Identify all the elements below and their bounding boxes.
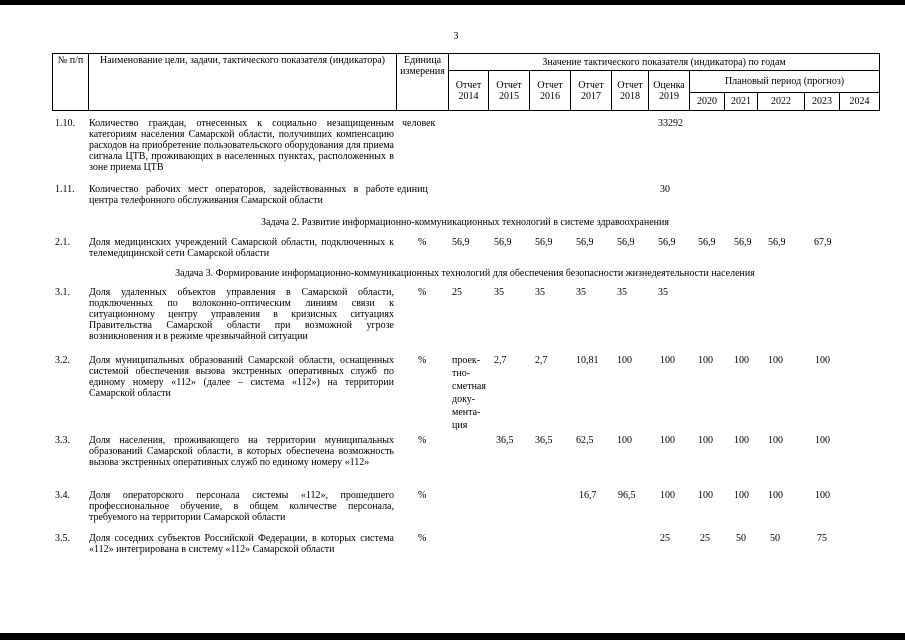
row-name: Доля операторского персонала системы «112», прошедшего профессиональное обучение, в общем количестве персонала, требуемого на территории Самарской области xyxy=(89,490,394,523)
row-value-text xyxy=(452,354,492,432)
row-value: 30 xyxy=(660,184,670,195)
row-value: 100 xyxy=(734,490,749,501)
row-value: 36,5 xyxy=(535,435,553,446)
row-name: Доля муниципальных образований Самарской области, оснащенных системой обеспечения вызова экстренных оперативных служб по единому номеру «112» (далее – система «112») на территории Самарской области xyxy=(89,355,394,399)
row-value: 100 xyxy=(734,435,749,446)
row-value: 56,9 xyxy=(768,237,786,248)
row-name: Количество граждан, отнесенных к социально незащищенным категориям населения Самарской области, получивших компенсацию расходов на приобретение пользовательского оборудования для приема сигнала ЦТВ, проживающих в населенных пунктах, расположенных в зоне приема ЦТВ xyxy=(89,118,394,173)
row-value: 2,7 xyxy=(494,355,507,366)
row-value: 35 xyxy=(494,287,504,298)
row-value: 35 xyxy=(576,287,586,298)
header-plan-year: 2020 xyxy=(690,93,725,111)
header-report-col: Отчет 2018 xyxy=(612,71,649,111)
row-value: 56,9 xyxy=(698,237,716,248)
row-value: 56,9 xyxy=(734,237,752,248)
header-unit: Единица измерения xyxy=(397,54,449,111)
header-plan-year: 2021 xyxy=(725,93,758,111)
task-heading: Задача 3. Формирование информационно-коммуникационных технологий для обеспечения безопасности жизнедеятельности населения xyxy=(175,268,755,279)
row-unit: % xyxy=(418,287,427,298)
task-heading: Задача 2. Развитие информационно-коммуникационных технологий в системе здравоохранения xyxy=(261,217,669,228)
row-value: 56,9 xyxy=(452,237,470,248)
row-value: 100 xyxy=(768,435,783,446)
proj-line: ция xyxy=(452,420,468,431)
proj-line: доку- xyxy=(452,394,476,405)
proj-line: мента- xyxy=(452,407,481,418)
row-unit: единиц xyxy=(397,184,428,195)
row-value: 50 xyxy=(736,533,746,544)
row-value: 10,81 xyxy=(576,355,599,366)
header-report-col: Отчет 2015 xyxy=(489,71,530,111)
header-report-col: Отчет 2017 xyxy=(571,71,612,111)
proj-line: тно- xyxy=(452,368,471,379)
header-plan-title: Плановый период (прогноз) xyxy=(690,71,880,93)
row-value: 75 xyxy=(817,533,827,544)
row-value: 56,9 xyxy=(494,237,512,248)
row-value: 56,9 xyxy=(658,237,676,248)
header-estimate-col: Оценка 2019 xyxy=(649,71,690,111)
row-name: Доля населения, проживающего на территории муниципальных образований Самарской области, в которых обеспечена возможность вызова экстренных оперативных служб по единому номеру «112» xyxy=(89,435,394,468)
row-value: 100 xyxy=(698,355,713,366)
proj-line: проек- xyxy=(452,355,481,366)
row-unit: % xyxy=(418,355,427,366)
row-value: 25 xyxy=(700,533,710,544)
row-value: 62,5 xyxy=(576,435,594,446)
row-value: 35 xyxy=(617,287,627,298)
row-value: 100 xyxy=(660,355,675,366)
row-value: 25 xyxy=(660,533,670,544)
row-number: 3.5. xyxy=(55,533,70,544)
row-unit: % xyxy=(418,490,427,501)
row-value: 36,5 xyxy=(496,435,514,446)
row-value: 35 xyxy=(535,287,545,298)
header-plan-year: 2022 xyxy=(758,93,805,111)
row-value: 96,5 xyxy=(618,490,636,501)
row-unit: % xyxy=(418,237,427,248)
row-name: Доля соседних субъектов Российской Федерации, в которых система «112» интегрирована в систему «112» Самарской области xyxy=(89,533,394,555)
row-value: 100 xyxy=(617,435,632,446)
row-value: 100 xyxy=(815,490,830,501)
row-value: 50 xyxy=(770,533,780,544)
row-value: 100 xyxy=(734,355,749,366)
row-unit: % xyxy=(418,533,427,544)
header-plan-year: 2023 xyxy=(805,93,840,111)
row-value: 67,9 xyxy=(814,237,832,248)
row-name: Доля удаленных объектов управления в Самарской области, подключенных по волоконно-оптическим линиям связи к ситуационному центру управления в кризисных ситуациях Правительства Самарской области при возможной угрозе возникновения и в режиме чрезвычайной ситуации xyxy=(89,287,394,342)
row-name: Количество рабочих мест операторов, задействованных в работе центра телефонного обслуживания Самарской области xyxy=(89,184,394,206)
row-value: 100 xyxy=(698,435,713,446)
row-unit: % xyxy=(418,435,427,446)
row-value: 33292 xyxy=(658,118,683,129)
header-report-col: Отчет 2014 xyxy=(449,71,489,111)
row-value: 100 xyxy=(698,490,713,501)
row-value: 56,9 xyxy=(576,237,594,248)
proj-line: сметная xyxy=(452,381,486,392)
header-name: Наименование цели, задачи, тактического показателя (индикатора) xyxy=(89,54,397,111)
row-value: 100 xyxy=(815,355,830,366)
header-plan-year: 2024 xyxy=(840,93,880,111)
row-number: 3.1. xyxy=(55,287,70,298)
row-value: 16,7 xyxy=(579,490,597,501)
row-value: 2,7 xyxy=(535,355,548,366)
row-number: 2.1. xyxy=(55,237,70,248)
row-value: 56,9 xyxy=(617,237,635,248)
row-number: 1.11. xyxy=(55,184,75,195)
bottom-border-bar xyxy=(0,633,905,640)
row-value: 100 xyxy=(768,355,783,366)
row-value: 100 xyxy=(660,490,675,501)
row-value: 35 xyxy=(658,287,668,298)
row-number: 1.10. xyxy=(55,118,75,129)
header-values-title: Значение тактического показателя (индикатора) по годам xyxy=(449,54,880,71)
row-name: Доля медицинских учреждений Самарской области, подключенных к телемедицинской сети Самарской области xyxy=(89,237,394,259)
row-unit: человек xyxy=(402,118,436,129)
row-number: 3.4. xyxy=(55,490,70,501)
row-value: 25 xyxy=(452,287,462,298)
row-value: 100 xyxy=(660,435,675,446)
row-number: 3.3. xyxy=(55,435,70,446)
page-number: 3 xyxy=(453,31,459,42)
row-value: 100 xyxy=(768,490,783,501)
row-number: 3.2. xyxy=(55,355,70,366)
row-value: 56,9 xyxy=(535,237,553,248)
row-value: 100 xyxy=(815,435,830,446)
header-report-col: Отчет 2016 xyxy=(530,71,571,111)
row-value: 100 xyxy=(617,355,632,366)
header-num: № п/п xyxy=(53,54,89,111)
